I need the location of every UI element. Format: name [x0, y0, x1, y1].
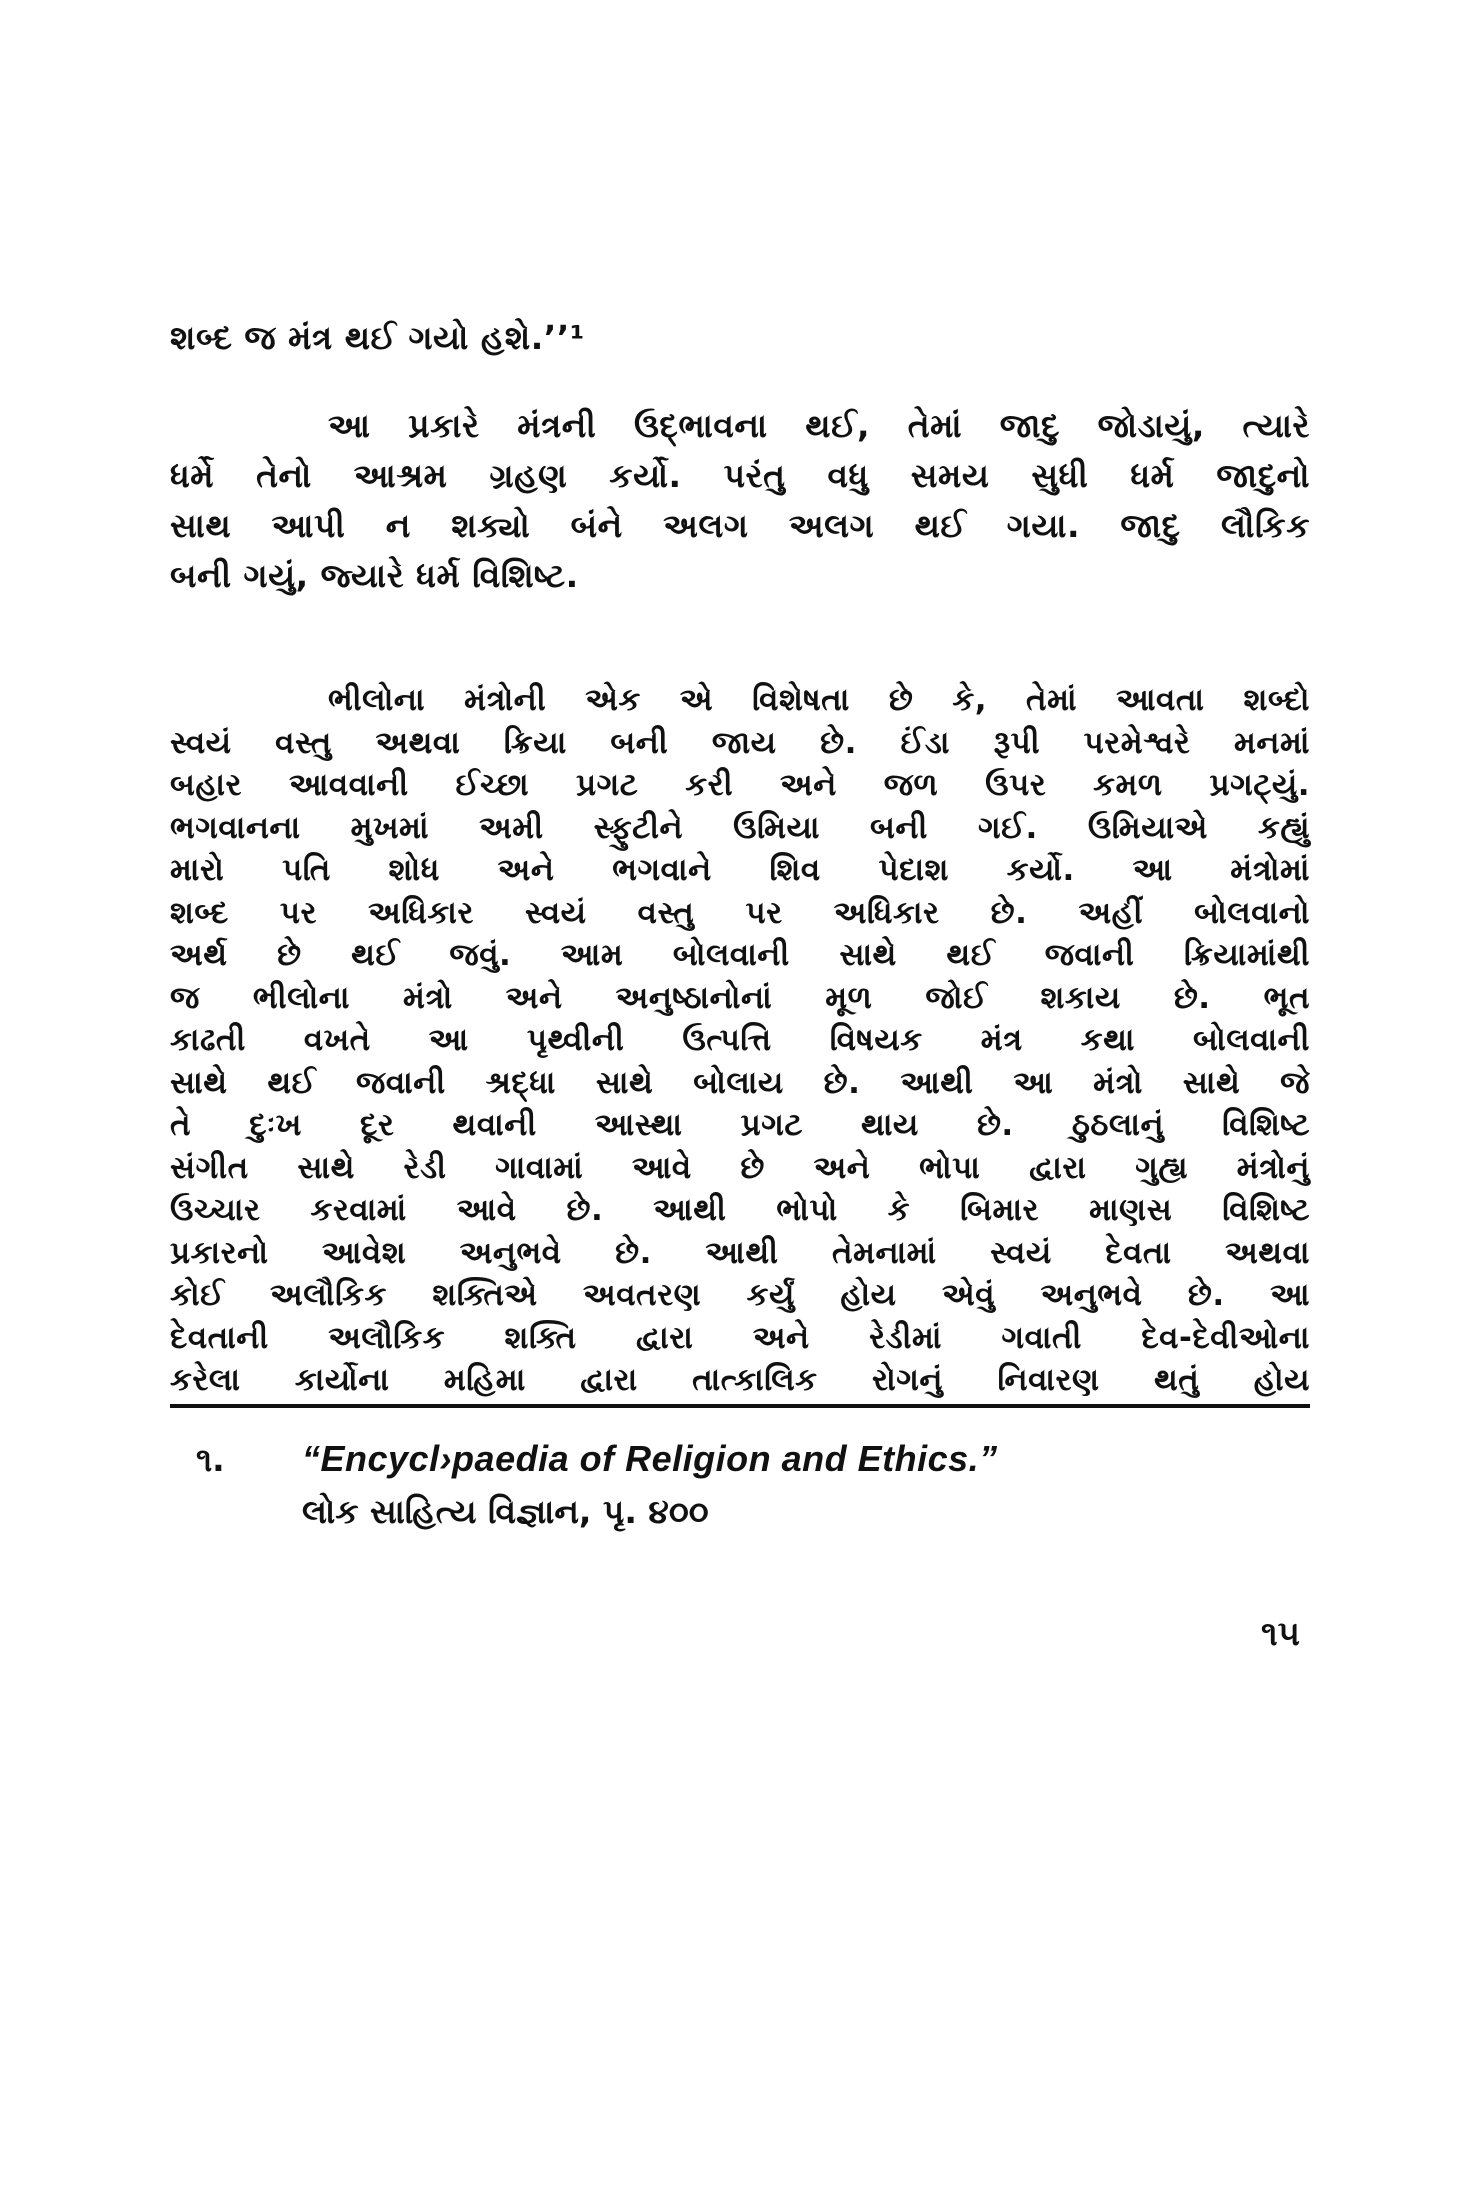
footnote-number: ૧. — [196, 1440, 225, 1479]
paragraph1-line-3: સાથ આપી ન શક્યો બંને અલગ અલગ થઈ ગયા. જાદુ લૌકિક — [170, 506, 1310, 545]
paragraph2-line-3: બહાર આવવાની ઈચ્છા પ્રગટ કરી અને જળ ઉપર કમળ પ્રગટ્યું. — [170, 767, 1310, 803]
paragraph2-line-11: તે દુઃખ દૂર થવાની આસ્થા પ્રગટ થાય છે. ઠુઠલાનું વિશિષ્ટ — [170, 1107, 1310, 1143]
paragraph1-line-2: ધર્મે તેનો આશ્રમ ગ્રહણ કર્યો. પરંતુ વધુ સમય સુધી ધર્મ જાદુનો — [170, 456, 1310, 495]
paragraph2-line-12: સંગીત સાથે રેડી ગાવામાં આવે છે અને ભોપા દ્વારા ગુહ્ય મંત્રોનું — [170, 1150, 1310, 1186]
footnote-source: લોક સાહિત્ય વિજ્ઞાન, પૃ. ૪૦૦ — [302, 1492, 709, 1531]
paragraph2-line-13: ઉચ્ચાર કરવામાં આવે છે. આથી ભોપો કે બિમાર માણસ વિશિષ્ટ — [170, 1192, 1310, 1228]
footnote-rule — [170, 1404, 1310, 1408]
paragraph2-line-5: મારો પતિ શોધ અને ભગવાને શિવ પેદાશ કર્યો. આ મંત્રોમાં — [170, 852, 1310, 888]
opening-line: શબ્દ જ મંત્ર થઈ ગયો હશે.’’¹ — [170, 318, 585, 357]
paragraph2-line-4: ભગવાનના મુખમાં અમી સ્ફુટીને ઉમિયા બની ગઈ. ઉમિયાએ કહ્યું — [170, 810, 1310, 846]
paragraph2-line-8: જ ભીલોના મંત્રો અને અનુષ્ઠાનોનાં મૂળ જોઈ શકાય છે. ભૂત — [170, 980, 1310, 1016]
paragraph2-line-16: દેવતાની અલૌકિક શક્તિ દ્વારા અને રેડીમાં ગવાતી દેવ-દેવીઓના — [170, 1320, 1310, 1356]
paragraph2-line-17: કરેલા કાર્યોના મહિમા દ્વારા તાત્કાલિક રોગનું નિવારણ થતું હોય — [170, 1362, 1310, 1398]
paragraph1-line-1: આ પ્રકારે મંત્રની ઉદ્‌ભાવના થઈ, તેમાં જાદુ જોડાયું, ત્યારે — [328, 406, 1310, 445]
paragraph2-line-1: ભીલોના મંત્રોની એક એ વિશેષતા છે કે, તેમાં આવતા શબ્દો — [328, 682, 1310, 718]
paragraph2-line-7: અર્થ છે થઈ જવું. આમ બોલવાની સાથે થઈ જવાની ક્રિયામાંથી — [170, 937, 1310, 973]
footnote-reference: “Encycl›paedia of Religion and Ethics.” — [302, 1438, 998, 1479]
page-number: ૧૫ — [1261, 1614, 1300, 1654]
paragraph1-line-4: બની ગયું, જ્યારે ધર્મ વિશિષ્ટ. — [170, 556, 579, 595]
paragraph2-line-9: કાઢતી વખતે આ પૃથ્વીની ઉત્પત્તિ વિષયક મંત્ર કથા બોલવાની — [170, 1022, 1310, 1058]
paragraph2-line-6: શબ્દ પર અધિકાર સ્વયં વસ્તુ પર અધિકાર છે. અહીં બોલવાનો — [170, 895, 1310, 931]
paragraph2-line-14: પ્રકારનો આવેશ અનુભવે છે. આથી તેમનામાં સ્વયં દેવતા અથવા — [170, 1235, 1310, 1271]
paragraph2-line-2: સ્વયં વસ્તુ અથવા ક્રિયા બની જાય છે. ઈંડા રૂપી પરમેશ્વરે મનમાં — [170, 725, 1310, 761]
paragraph2-line-15: કોઈ અલૌકિક શક્તિએ અવતરણ કર્યું હોય એવું અનુભવે છે. આ — [170, 1277, 1310, 1313]
paragraph2-line-10: સાથે થઈ જવાની શ્રદ્ધા સાથે બોલાય છે. આથી આ મંત્રો સાથે જે — [170, 1065, 1310, 1101]
